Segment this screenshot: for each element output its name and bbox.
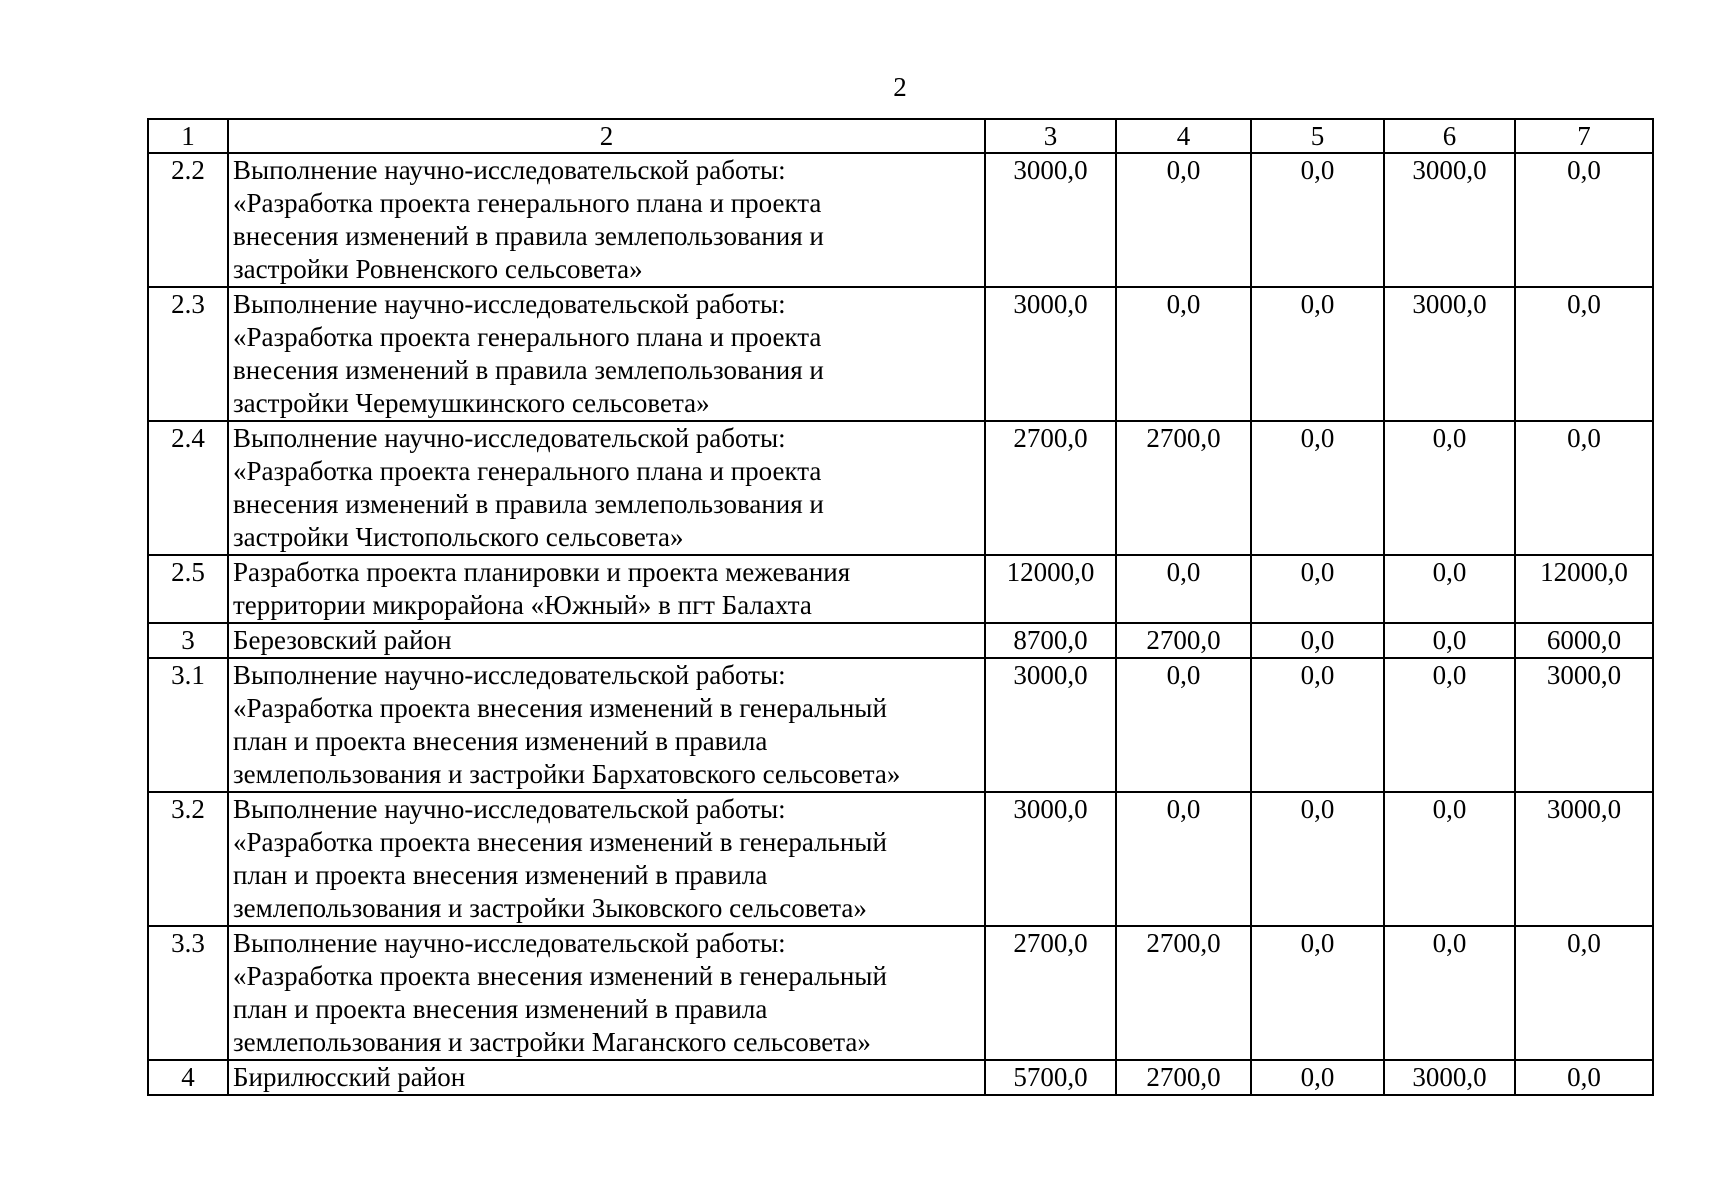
value-cell: 0,0 (1515, 287, 1653, 421)
row-name-cell (228, 658, 985, 792)
row-number-cell: 3.3 (148, 926, 228, 1060)
table-row (148, 555, 1653, 623)
value-cell: 2700,0 (1116, 1060, 1251, 1095)
row-number-cell: 3 (148, 623, 228, 658)
row-name-line: внесения изменений в правила землепользования и (233, 489, 824, 519)
row-name-line: «Разработка проекта генерального плана и проекта (233, 188, 822, 218)
value-cell: 5700,0 (985, 1060, 1116, 1095)
header-row (148, 119, 1653, 153)
row-name-cell (228, 1060, 985, 1095)
row-name-line: «Разработка проекта генерального плана и проекта (233, 456, 822, 486)
row-name-line: «Разработка проекта внесения изменений в генеральный (233, 961, 887, 991)
row-name-line: Выполнение научно-исследовательской работы: (233, 794, 786, 824)
table-row (148, 792, 1653, 926)
value-cell: 3000,0 (985, 792, 1116, 926)
value-cell: 0,0 (1251, 926, 1384, 1060)
value-cell: 0,0 (1116, 555, 1251, 623)
value-cell: 2700,0 (985, 926, 1116, 1060)
value-cell: 3000,0 (1515, 658, 1653, 792)
row-number-cell: 2.4 (148, 421, 228, 555)
row-name-line: Выполнение научно-исследовательской работы: (233, 928, 786, 958)
row-name-cell (228, 792, 985, 926)
row-number-cell: 2.3 (148, 287, 228, 421)
value-cell: 3000,0 (1515, 792, 1653, 926)
row-name-line: Выполнение научно-исследовательской работы: (233, 289, 786, 319)
value-cell: 0,0 (1116, 658, 1251, 792)
row-name-line: территории микрорайона «Южный» в пгт Балахта (233, 590, 812, 620)
row-number-cell: 3.1 (148, 658, 228, 792)
header-cell: 1 (148, 119, 228, 153)
row-name-cell (228, 926, 985, 1060)
value-cell: 2700,0 (1116, 926, 1251, 1060)
value-cell: 0,0 (1251, 287, 1384, 421)
value-cell: 0,0 (1384, 792, 1515, 926)
table-row (148, 926, 1653, 1060)
table-row (148, 421, 1653, 555)
page-number: 2 (893, 72, 907, 102)
row-name-line: Выполнение научно-исследовательской работы: (233, 660, 786, 690)
value-cell: 3000,0 (985, 658, 1116, 792)
row-name-line: застройки Ровненского сельсовета» (233, 254, 643, 284)
row-number-cell: 3.2 (148, 792, 228, 926)
header-cell: 2 (228, 119, 985, 153)
row-name-line: план и проекта внесения изменений в правила (233, 860, 768, 890)
row-name-cell (228, 421, 985, 555)
value-cell: 0,0 (1251, 658, 1384, 792)
header-cell: 3 (985, 119, 1116, 153)
row-name-line: землепользования и застройки Зыковского сельсовета» (233, 893, 867, 923)
value-cell: 12000,0 (1515, 555, 1653, 623)
row-name-cell (228, 555, 985, 623)
value-cell: 3000,0 (985, 153, 1116, 287)
row-name-line: землепользования и застройки Маганского сельсовета» (233, 1027, 871, 1057)
row-name-line: внесения изменений в правила землепользования и (233, 355, 824, 385)
row-name-line: Выполнение научно-исследовательской работы: (233, 155, 786, 185)
row-name-line: Выполнение научно-исследовательской работы: (233, 423, 786, 453)
value-cell: 2700,0 (1116, 623, 1251, 658)
row-name-line: Бирилюсский район (233, 1062, 466, 1092)
row-name-cell (228, 153, 985, 287)
value-cell: 0,0 (1116, 792, 1251, 926)
value-cell: 0,0 (1116, 287, 1251, 421)
row-name-line: план и проекта внесения изменений в правила (233, 726, 768, 756)
table-row (148, 287, 1653, 421)
row-name-line: землепользования и застройки Бархатовского сельсовета» (233, 759, 901, 789)
table-row (148, 1060, 1653, 1095)
row-name-line: Березовский район (233, 625, 452, 655)
header-cell: 4 (1116, 119, 1251, 153)
row-number-cell: 2.2 (148, 153, 228, 287)
row-name-line: план и проекта внесения изменений в правила (233, 994, 768, 1024)
table-row (148, 153, 1653, 287)
row-name-line: «Разработка проекта внесения изменений в генеральный (233, 827, 887, 857)
value-cell: 3000,0 (1384, 1060, 1515, 1095)
row-name-line: застройки Черемушкинского сельсовета» (233, 388, 710, 418)
value-cell: 0,0 (1251, 623, 1384, 658)
value-cell: 6000,0 (1515, 623, 1653, 658)
row-name-cell (228, 287, 985, 421)
value-cell: 2700,0 (985, 421, 1116, 555)
value-cell: 0,0 (1251, 1060, 1384, 1095)
table-body (148, 119, 1653, 1095)
table-row (148, 658, 1653, 792)
row-name-line: «Разработка проекта генерального плана и проекта (233, 322, 822, 352)
value-cell: 12000,0 (985, 555, 1116, 623)
value-cell: 0,0 (1251, 421, 1384, 555)
value-cell: 0,0 (1384, 926, 1515, 1060)
value-cell: 0,0 (1384, 555, 1515, 623)
value-cell: 0,0 (1515, 421, 1653, 555)
value-cell: 0,0 (1515, 1060, 1653, 1095)
value-cell: 3000,0 (1384, 153, 1515, 287)
row-name-line: застройки Чистопольского сельсовета» (233, 522, 684, 552)
budget-table (147, 118, 1654, 1096)
value-cell: 0,0 (1515, 926, 1653, 1060)
value-cell: 0,0 (1384, 623, 1515, 658)
value-cell: 0,0 (1384, 658, 1515, 792)
value-cell: 2700,0 (1116, 421, 1251, 555)
value-cell: 3000,0 (985, 287, 1116, 421)
header-cell: 7 (1515, 119, 1653, 153)
table-row (148, 623, 1653, 658)
value-cell: 0,0 (1515, 153, 1653, 287)
value-cell: 3000,0 (1384, 287, 1515, 421)
value-cell: 0,0 (1384, 421, 1515, 555)
row-name-line: внесения изменений в правила землепользования и (233, 221, 824, 251)
row-name-line: «Разработка проекта внесения изменений в генеральный (233, 693, 887, 723)
value-cell: 0,0 (1116, 153, 1251, 287)
value-cell: 0,0 (1251, 792, 1384, 926)
row-name-line: Разработка проекта планировки и проекта межевания (233, 557, 851, 587)
header-cell: 6 (1384, 119, 1515, 153)
value-cell: 0,0 (1251, 555, 1384, 623)
row-number-cell: 4 (148, 1060, 228, 1095)
row-number-cell: 2.5 (148, 555, 228, 623)
value-cell: 0,0 (1251, 153, 1384, 287)
header-cell: 5 (1251, 119, 1384, 153)
row-name-cell (228, 623, 985, 658)
value-cell: 8700,0 (985, 623, 1116, 658)
